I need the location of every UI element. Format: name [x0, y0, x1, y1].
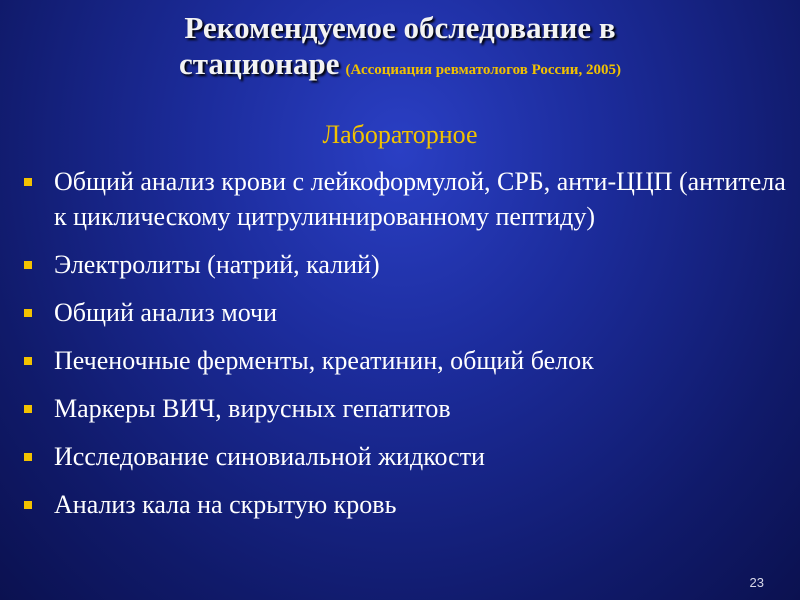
bullet-square-icon [24, 309, 32, 317]
list-item-text: Печеночные ферменты, креатинин, общий белок [54, 346, 594, 375]
list-item [20, 343, 790, 378]
title-line-2 [0, 46, 800, 88]
slide-title [0, 10, 800, 88]
title-line-1: Рекомендуемое обследование в [184, 10, 616, 45]
bullet-list [20, 164, 790, 535]
slide-number: 23 [749, 575, 764, 590]
list-item [20, 164, 790, 234]
section-subheading: Лабораторное [322, 120, 478, 149]
list-item-text: Электролиты (натрий, калий) [54, 250, 380, 279]
list-item-text: Анализ кала на скрытую кровь [54, 490, 397, 519]
bullet-square-icon [24, 453, 32, 461]
bullet-square-icon [24, 501, 32, 509]
title-main-text: стационаре [179, 46, 340, 81]
bullet-square-icon [24, 405, 32, 413]
bullet-square-icon [24, 178, 32, 186]
title-source: (Ассоциация ревматологов России, 2005) [345, 62, 621, 78]
bullet-square-icon [24, 357, 32, 365]
list-item [20, 487, 790, 522]
list-item [20, 247, 790, 282]
bullet-square-icon [24, 261, 32, 269]
list-item-text: Исследование синовиальной жидкости [54, 442, 485, 471]
list-item [20, 391, 790, 426]
list-item-text: Общий анализ крови с лейкоформулой, СРБ, анти-ЦЦП (антитела к циклическому цитрулиннированному пептиду) [54, 167, 786, 231]
list-item-text: Маркеры ВИЧ, вирусных гепатитов [54, 394, 451, 423]
list-item [20, 439, 790, 474]
list-item-text: Общий анализ мочи [54, 298, 278, 327]
list-item [20, 295, 790, 330]
